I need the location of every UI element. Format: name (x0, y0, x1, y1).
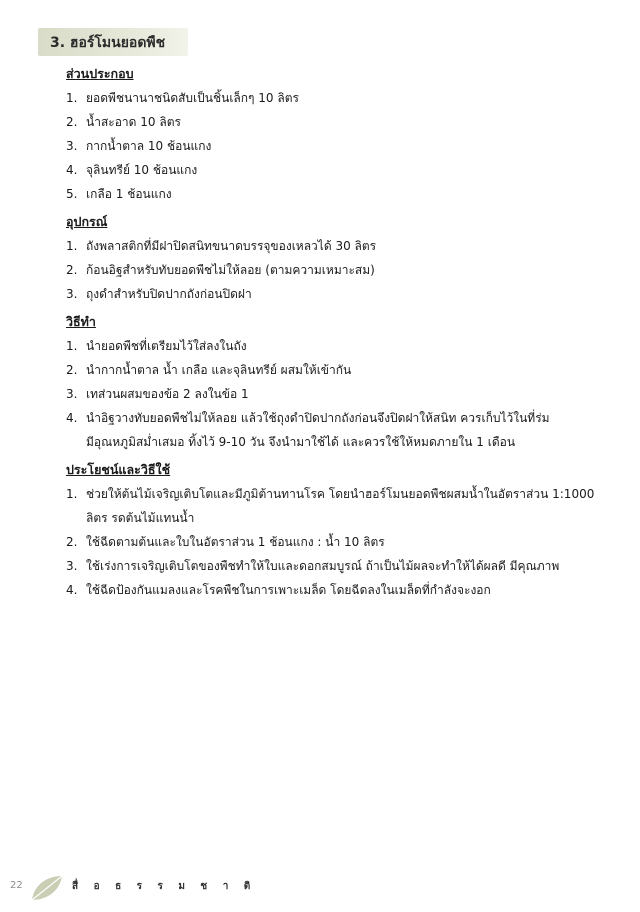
item-text: นำยอดพืชที่เตรียมไว้ใส่ลงในถัง (86, 339, 247, 353)
item-number: 2. (66, 363, 78, 377)
item-text: ใช้เร่งการเจริญเติบโตของพืชทำให้ใบและดอกสมบูรณ์ ถ้าเป็นไม้ผลจะทำให้ได้ผลดี มีคุณภาพ (86, 559, 560, 573)
item-number: 3. (66, 559, 78, 573)
item-number: 5. (66, 187, 78, 201)
publication-title: สื่ อ ธ ร ร ม ช า ติ (72, 881, 257, 892)
leaf-icon (30, 874, 64, 902)
item-number: 4. (66, 163, 78, 177)
list-item (66, 406, 606, 454)
item-text-block (86, 406, 606, 454)
list-item (66, 258, 606, 282)
item-text: นำอิฐวางทับยอดพืชไม่ให้ลอย แล้วใช้ถุงดำปิดปากถังก่อนจึงปิดฝาให้สนิท ควรเก็บไว้ในที่ร่ม (86, 411, 550, 425)
list-item (66, 578, 606, 602)
item-text: ถุงดำสำหรับปิดปากถังก่อนปิดฝา (86, 287, 252, 301)
benefits-section (66, 460, 606, 602)
method-heading: วิธีทำ (66, 314, 96, 329)
page-title: 3. ฮอร์โมนยอดพืช (50, 35, 166, 51)
page-footer (0, 874, 640, 904)
item-text: นำกากน้ำตาล น้ำ เกลือ และจุลินทรีย์ ผสมให้เข้ากัน (86, 363, 352, 377)
item-text-continued: ลิตร รดต้นไม้แทนน้ำ (86, 511, 195, 525)
item-text-block (86, 482, 606, 530)
item-text: กากน้ำตาล 10 ช้อนแกง (86, 139, 212, 153)
list-item (66, 334, 606, 358)
equipment-section (66, 212, 606, 306)
item-text: ก้อนอิฐสำหรับทับยอดพืชไม่ให้ลอย (ตามความเหมาะสม) (86, 263, 375, 277)
list-item (66, 86, 606, 110)
page-number: 22 (10, 880, 23, 891)
list-item (66, 158, 606, 182)
item-number: 3. (66, 387, 78, 401)
ingredients-heading: ส่วนประกอบ (66, 66, 134, 81)
list-item (66, 134, 606, 158)
benefits-list (66, 482, 606, 602)
document-body (66, 64, 606, 608)
list-item (66, 282, 606, 306)
item-number: 3. (66, 287, 78, 301)
list-item (66, 234, 606, 258)
item-number: 4. (66, 583, 78, 597)
ingredients-list (66, 86, 606, 206)
list-item (66, 382, 606, 406)
list-item (66, 482, 606, 530)
item-text: ช่วยให้ต้นไม้เจริญเติบโตและมีภูมิต้านทานโรค โดยนำฮอร์โมนยอดพืชผสมน้ำในอัตราส่วน 1:1000 (86, 487, 595, 501)
equipment-list (66, 234, 606, 306)
item-text: ถังพลาสติกที่มีฝาปิดสนิทขนาดบรรจุของเหลวได้ 30 ลิตร (86, 239, 377, 253)
list-item (66, 358, 606, 382)
item-number: 4. (66, 411, 78, 425)
item-number: 1. (66, 91, 78, 105)
method-section (66, 312, 606, 454)
item-number: 2. (66, 115, 78, 129)
list-item (66, 182, 606, 206)
benefits-heading: ประโยชน์และวิธีใช้ (66, 462, 171, 477)
list-item (66, 554, 606, 578)
method-list (66, 334, 606, 454)
item-text: ยอดพืชนานาชนิดสับเป็นชิ้นเล็กๆ 10 ลิตร (86, 91, 299, 105)
item-text-continued: มีอุณหภูมิสม่ำเสมอ ทิ้งไว้ 9-10 วัน จึงนำมาใช้ได้ และควรใช้ให้หมดภายใน 1 เดือน (86, 435, 516, 449)
list-item (66, 530, 606, 554)
item-text: ใช้ฉีดป้องกันแมลงและโรคพืชในการเพาะเมล็ด โดยฉีดลงในเมล็ดที่กำลังจะงอก (86, 583, 491, 597)
item-text: น้ำสะอาด 10 ลิตร (86, 115, 181, 129)
ingredients-section (66, 64, 606, 206)
item-text: เกลือ 1 ช้อนแกง (86, 187, 172, 201)
item-number: 2. (66, 535, 78, 549)
item-number: 1. (66, 339, 78, 353)
item-number: 1. (66, 239, 78, 253)
item-number: 1. (66, 487, 78, 501)
item-text: จุลินทรีย์ 10 ช้อนแกง (86, 163, 198, 177)
list-item (66, 110, 606, 134)
item-number: 2. (66, 263, 78, 277)
item-text: เทส่วนผสมของข้อ 2 ลงในข้อ 1 (86, 387, 249, 401)
item-number: 3. (66, 139, 78, 153)
item-text: ใช้ฉีดตามต้นและใบในอัตราส่วน 1 ช้อนแกง : น้ำ 10 ลิตร (86, 535, 385, 549)
equipment-heading: อุปกรณ์ (66, 214, 108, 229)
section-title-bar (38, 28, 188, 56)
